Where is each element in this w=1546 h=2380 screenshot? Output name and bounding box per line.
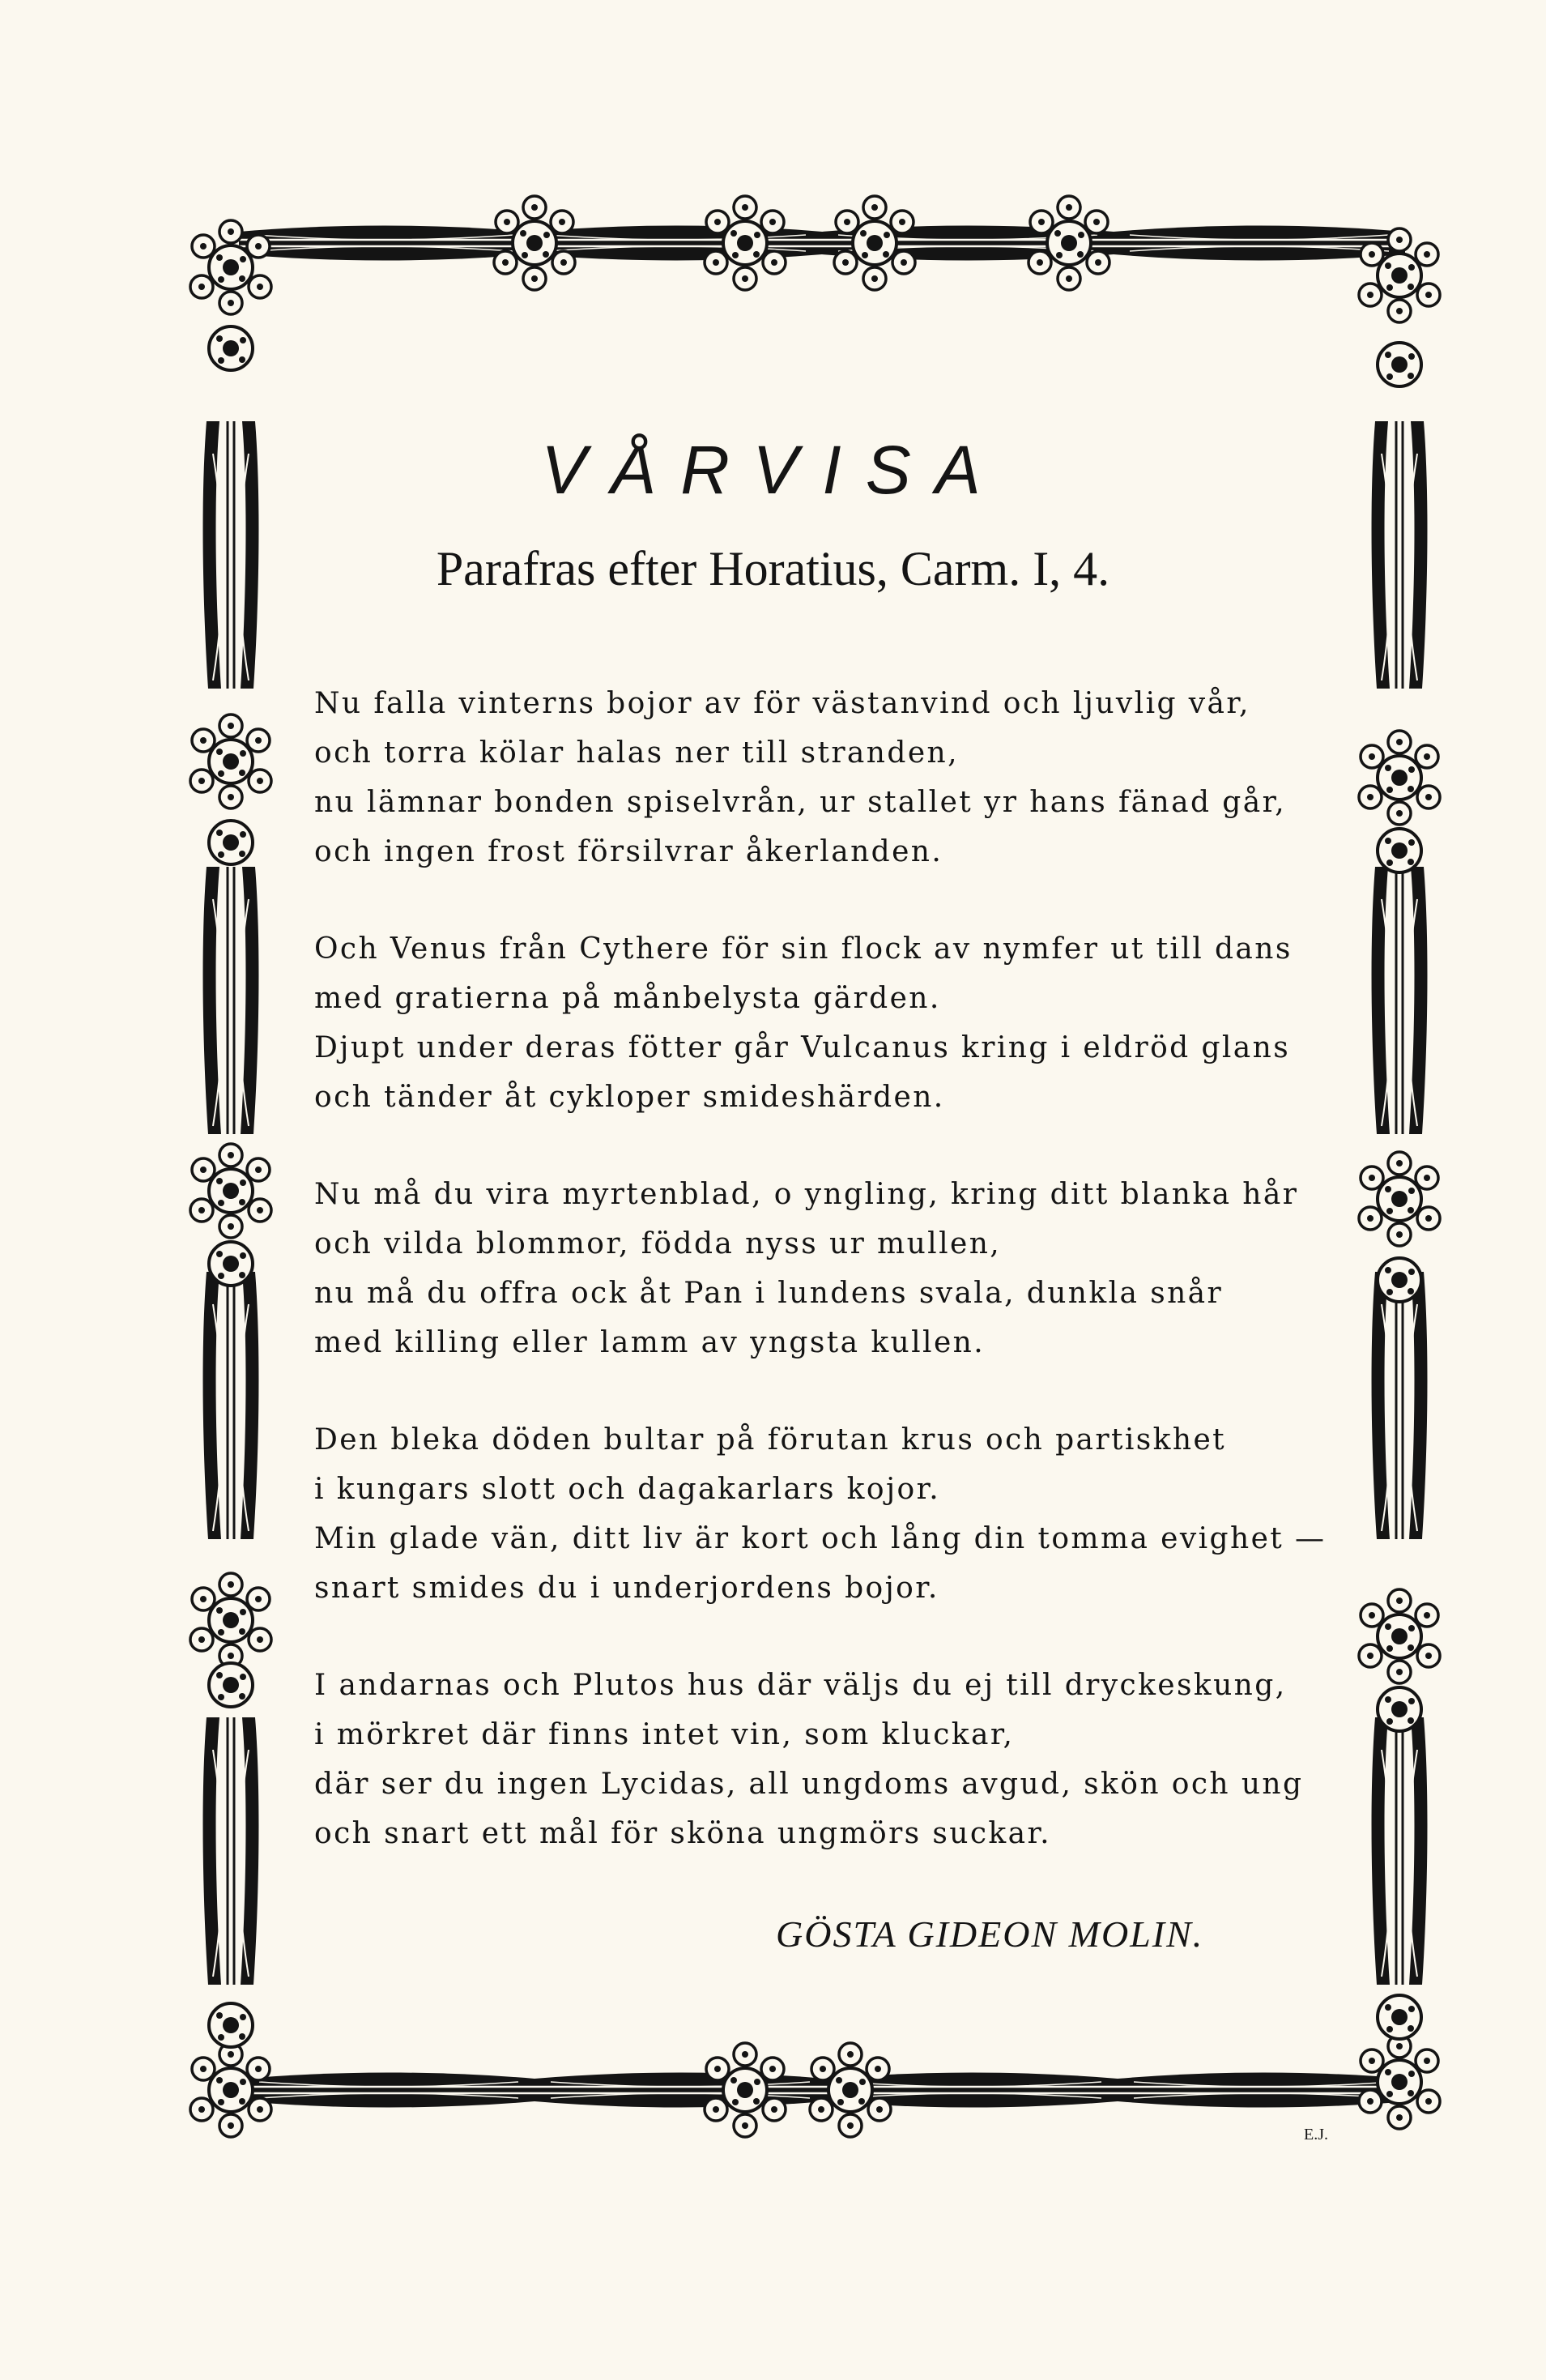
verse-line: med gratierna på månbelysta gärden. xyxy=(314,982,941,1015)
stanza-5 xyxy=(314,1661,1327,1858)
verse-line: Nu må du vira myrtenblad, o yngling, kring ditt blanka hår xyxy=(314,1178,1299,1211)
verse-line: Djupt under deras fötter går Vulcanus kring i eldröd glans xyxy=(314,1031,1291,1064)
verse-line: och vilda blommor, födda nyss ur mullen, xyxy=(314,1227,1002,1260)
verse-line: och tänder åt cykloper smideshärden. xyxy=(314,1081,945,1114)
verse-line: snart smides du i underjordens bojor. xyxy=(314,1572,939,1605)
stanza-1 xyxy=(314,679,1327,877)
verse-line: nu lämnar bonden spiselvrån, ur stallet yr hans fänad går, xyxy=(314,786,1287,819)
verse-line: Och Venus från Cythere för sin flock av nymfer ut till dans xyxy=(314,932,1293,966)
stanza-2 xyxy=(314,924,1327,1122)
verse-line: Min glade vän, ditt liv är kort och lång din tomma evighet — xyxy=(314,1522,1327,1555)
verse-line: i mörkret där finns intet vin, som kluckar, xyxy=(314,1718,1015,1751)
verse-line: och ingen frost försilvrar åkerlanden. xyxy=(314,835,943,868)
poem-title: VÅRVISA xyxy=(541,432,1005,508)
verse-line: i kungars slott och dagakarlars kojor. xyxy=(314,1473,941,1506)
stanza-4 xyxy=(314,1415,1327,1613)
poem-subtitle: Parafras efter Horatius, Carm. I, 4. xyxy=(436,542,1110,595)
verse-line: I andarnas och Plutos hus där väljs du ej till dryckeskung, xyxy=(314,1669,1287,1702)
verse-line: Nu falla vinterns bojor av för västanvind och ljuvlig vår, xyxy=(314,687,1250,720)
verse-line: och snart ett mål för sköna ungmörs suckar. xyxy=(314,1817,1052,1850)
verse-line: nu må du offra ock åt Pan i lundens svala, dunkla snår xyxy=(314,1277,1224,1310)
verse-line: och torra kölar halas ner till stranden, xyxy=(314,736,959,770)
stanza-3 xyxy=(314,1170,1327,1367)
verse-line: med killing eller lamm av yngsta kullen. xyxy=(314,1326,986,1359)
author-signature: GÖSTA GIDEON MOLIN. xyxy=(776,1913,1204,1955)
illustrator-monogram: E.J. xyxy=(1304,2126,1328,2143)
verse-line: Den bleka döden bultar på förutan krus och partiskhet xyxy=(314,1423,1227,1457)
verse-line: där ser du ingen Lycidas, all ungdoms avgud, skön och ung xyxy=(314,1768,1304,1801)
